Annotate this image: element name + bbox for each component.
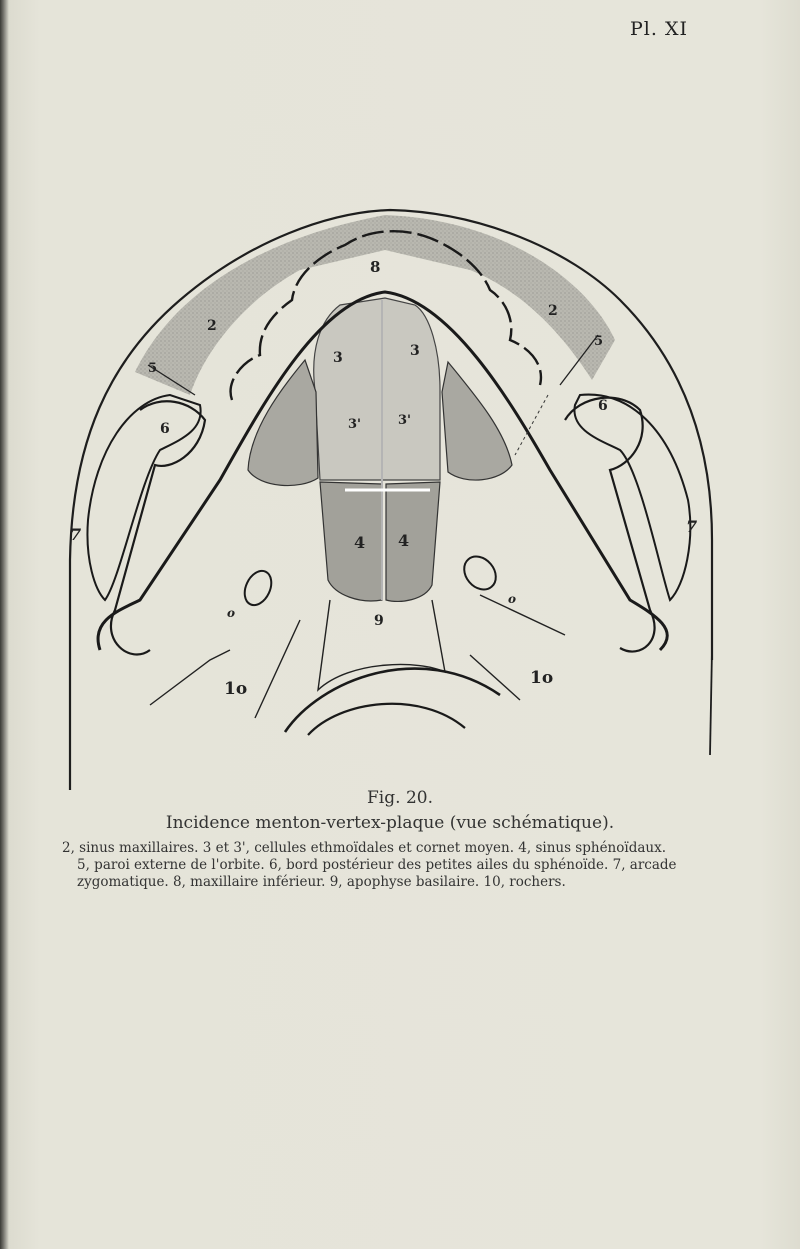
- label-10-left: 1o: [224, 679, 248, 699]
- label-8: 8: [370, 258, 381, 276]
- plate-number: Pl. XI: [630, 18, 688, 40]
- label-3prime-left: 3': [348, 417, 362, 432]
- figure-title: Incidence menton-vertex-plaque (vue schématique).: [165, 813, 615, 833]
- ethmoid-cells: [314, 298, 440, 480]
- label-5-right: 5: [594, 334, 604, 349]
- label-4-right: 4: [398, 531, 410, 550]
- label-10-right: 1o: [530, 668, 554, 688]
- label-9: 9: [374, 613, 384, 629]
- lateral-recess-left: [248, 360, 318, 486]
- sphenoid-sinus-left: [320, 482, 382, 601]
- petrous-left: [150, 620, 300, 718]
- skull-lower-right: [710, 650, 712, 755]
- label-2-left: 2: [207, 318, 217, 334]
- label-3-right: 3: [410, 343, 420, 359]
- zygomatic-arch-right: [574, 395, 690, 600]
- label-2-right: 2: [548, 303, 558, 319]
- label-3prime-right: 3': [398, 413, 412, 428]
- label-6-left: 6: [160, 421, 170, 437]
- label-7-right: 7: [686, 517, 698, 536]
- label-5-left: 5: [148, 361, 158, 376]
- lateral-recess-right: [442, 362, 512, 480]
- label-o-right: o: [508, 592, 517, 606]
- legend-line: zygomatique. 8, maxillaire inférieur. 9, apophyse basilaire. 10, rochers.: [77, 874, 566, 890]
- foramen-magnum-arc: [285, 669, 500, 732]
- legend-line: 2, sinus maxillaires. 3 et 3', cellules ethmoïdales et cornet moyen. 4, sinus sphénoïdaux.: [62, 840, 666, 856]
- sphenoid-sinus-right: [386, 482, 440, 601]
- zygomatic-arch-left: [87, 395, 200, 600]
- foramen-left: [240, 567, 277, 610]
- lesser-wing-right: [565, 398, 655, 652]
- foramen-magnum-inner: [308, 704, 465, 735]
- label-o-left: o: [227, 606, 236, 620]
- foramen-right: [458, 550, 503, 596]
- label-3-left: 3: [333, 350, 343, 366]
- figure-legend: [62, 840, 722, 891]
- label-7-left: 7: [70, 525, 82, 544]
- lesser-wing-left: [111, 401, 205, 654]
- legend-line: 5, paroi externe de l'orbite. 6, bord postérieur des petites ailes du sphénoïde. 7, arcade: [77, 857, 677, 873]
- figure-number: Fig. 20.: [367, 788, 433, 808]
- label-6-right: 6: [598, 398, 608, 414]
- label-4-left: 4: [354, 533, 366, 552]
